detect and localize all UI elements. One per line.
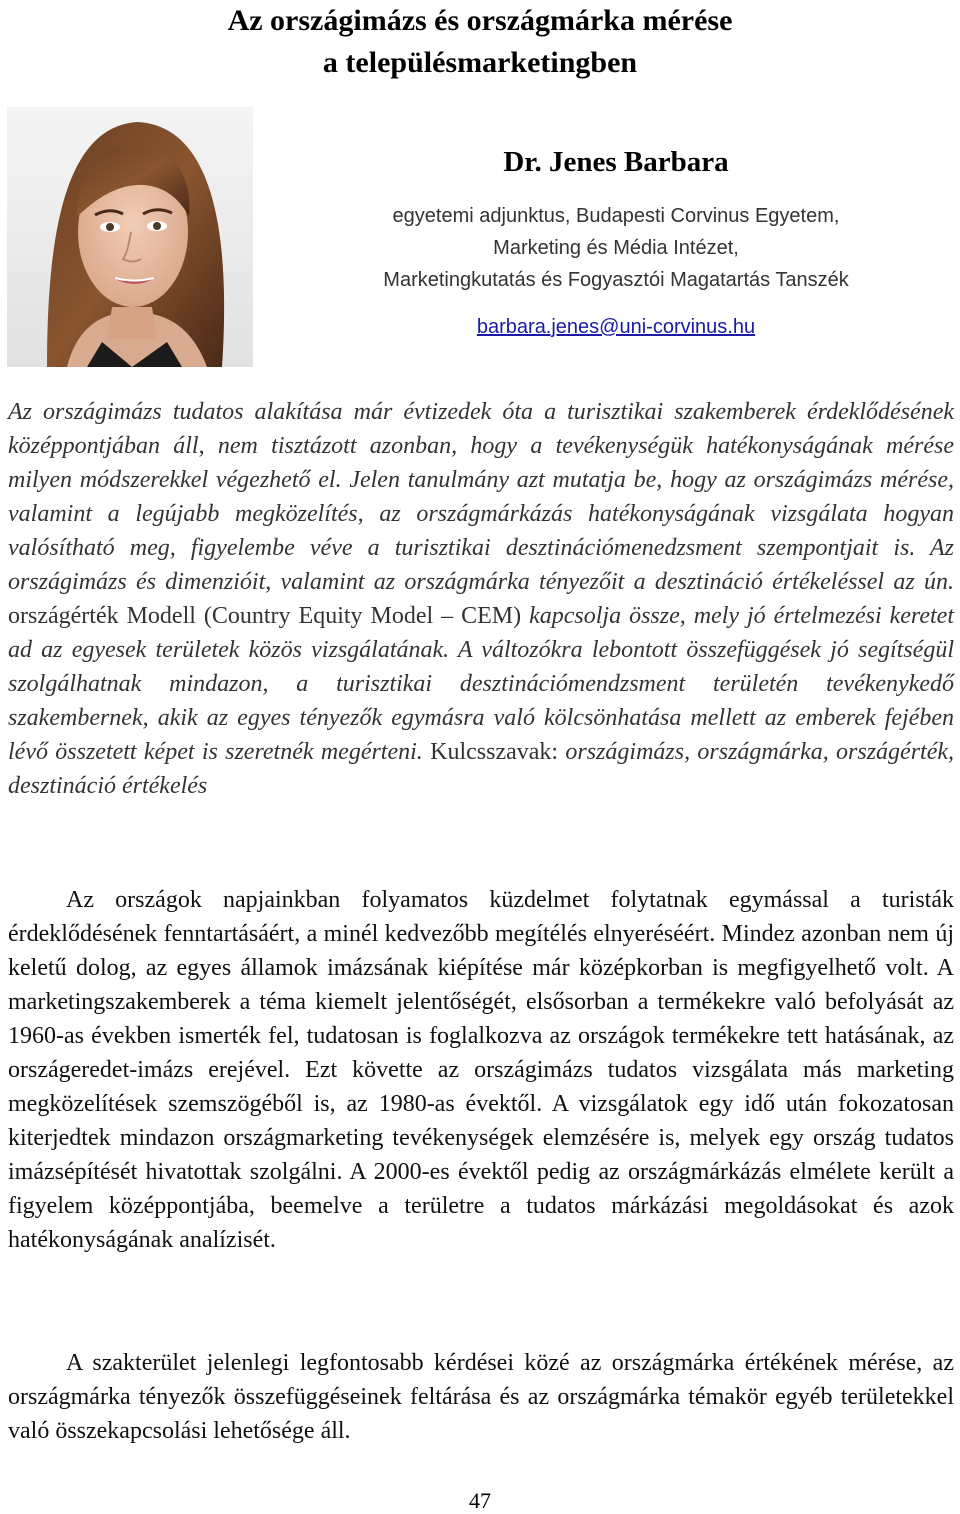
abstract-keywords-label: Kulcsszavak: — [422, 739, 559, 765]
page-number: 47 — [469, 1488, 491, 1513]
author-affiliation-line-2: Marketing és Média Intézet, — [493, 237, 739, 259]
author-affiliation-line-3: Marketingkutatás és Fogyasztói Magatartás Tanszék — [383, 269, 849, 291]
article-title — [0, 0, 960, 84]
body-paragraph-1: Az országok napjainkban folyamatos küzdelmet folytatnak egymással a turisták érdeklődésének fenntartásáért, a minél kedvezőbb megítélés elnyeréséért. Mindez azonban nem új keletű dolog, az egyes államok imázsának kiépítése már középkorban is megfigyelhető volt. A marketingszakemberek a téma kiemelt jelentőségét, elsősorban a termékekre való befolyását az 1960-as években ismerték fel, tudatosan is foglalkozva az országok termékekre tett hatásának, az országeredet-imázs erejével. Ezt követte az országimázs tudatos vizsgálata más marketing megközelítések szemszögéből is, az 1980-as évektől. A vizsgálatok egy idő után fokozatosan kiterjedtek mindazon országmarketing tevékenységek elemzésére is, melyek egy ország tudatos imázsépítését hivatottak szolgálni. A 2000-es évektől pedig az országmárkázás elmélete került a figyelem középpontjába, beemelve a területre a tudatos márkázási megoldásokat és azok hatékonyságának analízisét. — [8, 887, 954, 1253]
body-paragraph-2: A szakterület jelenlegi legfontosabb kérdései közé az országmárka értékének mérése, az országmárka tényezők összefüggéseinek feltárása és az országmárka témakör egyéb területekkel való összekapcsolási lehetősége áll. — [8, 1350, 954, 1444]
abstract-italic-part-2: kapcsolja össze, mely jó értelmezési keretet ad az egyesek területek közös vizsgálatának. A változókra lebontott összefüggések jó segítségül szolgálhatnak mindazon, a turisztikai desztinációmendzsment területén tevékenykedő szakembernek, akik az egyes tényezők egymásra való kölcsönhatása mellett az emberek fejében lévő összetett képet is szeretnék megérteni. — [8, 603, 954, 765]
abstract-model-name: országérték Modell (Country Equity Model – CEM) — [8, 603, 530, 629]
author-affiliation-line-1: egyetemi adjunktus, Budapesti Corvinus Egyetem, — [392, 205, 840, 227]
author-photo — [7, 107, 253, 367]
author-email-link[interactable]: barbara.jenes@uni-corvinus.hu — [476, 316, 756, 338]
title-line-1: Az országimázs és országmárka mérése — [227, 4, 733, 37]
title-line-2: a településmarketingben — [322, 46, 638, 79]
abstract-keywords: országimázs, országmárka, országérték, desztináció értékelés — [8, 739, 955, 799]
author-block — [336, 140, 896, 296]
author-portrait-image — [7, 107, 253, 367]
abstract-italic-part-1: Az országimázs tudatos alakítása már évtizedek óta a turisztikai szakemberek érdeklődésének középpontjában áll, nem tisztázott azonban, hogy a tevékenységük hatékonyságának mérése milyen módszerekkel végezhető el. Jelen tanulmány azt mutatja be, hogy az országimázs mérése, valamint a legújabb megközelítés, az országmárkázás hatékonyságának vizsgálata hogyan valósítható meg, figyelembe véve a turisztikai desztinációmenedzsment szempontjait is. Az országimázs és dimenzióit, valamint az országmárka tényezőit a desztináció értékeléssel az ún. — [8, 399, 954, 595]
author-name: Dr. Jenes Barbara — [503, 146, 729, 178]
abstract — [8, 395, 954, 803]
